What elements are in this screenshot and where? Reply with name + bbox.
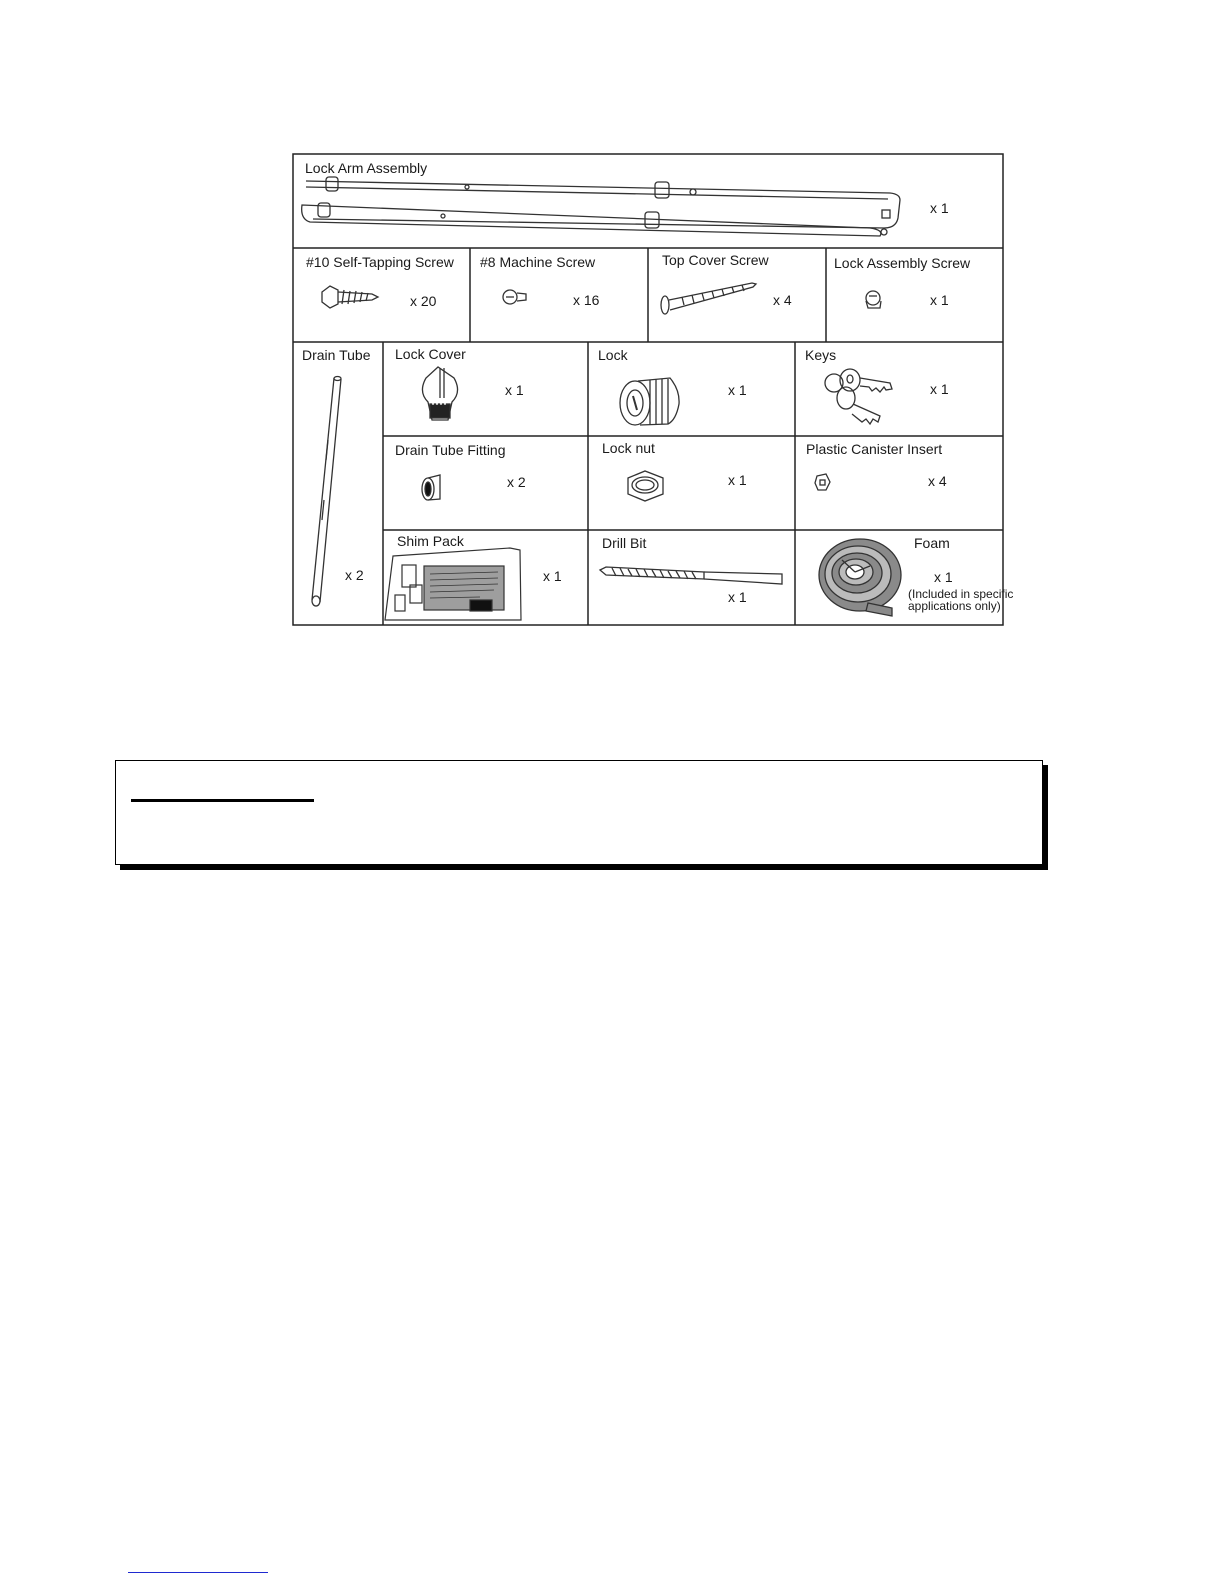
part-name-drain-tube: Drain Tube xyxy=(302,347,371,363)
part-qty-lock-assembly-screw: x 1 xyxy=(930,292,949,308)
part-qty-machine-screw: x 16 xyxy=(573,292,600,308)
lock-assembly-screw-illustration xyxy=(866,291,881,308)
lock-arm-assembly-illustration xyxy=(302,177,900,236)
lock-cylinder-illustration xyxy=(620,378,679,425)
drain-tube-fitting-illustration xyxy=(422,475,440,500)
part-name-lock: Lock xyxy=(598,347,628,363)
part-name-lock-cover: Lock Cover xyxy=(395,346,466,362)
machine-screw-illustration xyxy=(503,290,526,304)
foam-note-line-1: (Included in specific xyxy=(908,587,1014,601)
part-name-machine-screw: #8 Machine Screw xyxy=(480,254,596,270)
footer-link-underline xyxy=(128,1572,268,1573)
part-qty-drain-tube-fitting: x 2 xyxy=(507,474,526,490)
part-qty-keys: x 1 xyxy=(930,381,949,397)
note-heading-rule xyxy=(131,799,314,802)
part-name-shim-pack: Shim Pack xyxy=(397,533,464,549)
part-name-self-tapping-screw: #10 Self-Tapping Screw xyxy=(306,254,454,270)
part-qty-top-cover-screw: x 4 xyxy=(773,292,792,308)
drain-tube-illustration xyxy=(312,377,341,607)
foam-note-line-2: applications only) xyxy=(908,599,1001,613)
shim-pack-illustration xyxy=(385,548,521,620)
lock-nut-illustration xyxy=(628,471,663,501)
part-name-lock-assembly-screw: Lock Assembly Screw xyxy=(834,255,971,271)
part-name-lock-nut: Lock nut xyxy=(602,440,655,456)
part-name-foam: Foam xyxy=(914,535,950,551)
foam-roll-illustration xyxy=(819,539,901,616)
part-qty-lock-nut: x 1 xyxy=(728,472,747,488)
part-qty-drain-tube: x 2 xyxy=(345,567,364,583)
lock-cover-illustration xyxy=(422,367,457,420)
part-qty-lock: x 1 xyxy=(728,382,747,398)
part-qty-drill-bit: x 1 xyxy=(728,589,747,605)
part-qty-lock-arm-assembly: x 1 xyxy=(930,200,949,216)
keys-illustration xyxy=(825,369,892,424)
part-name-lock-arm-assembly: Lock Arm Assembly xyxy=(305,160,428,176)
part-name-keys: Keys xyxy=(805,347,837,363)
part-qty-shim-pack: x 1 xyxy=(543,568,562,584)
note-box xyxy=(115,760,1043,865)
part-name-top-cover-screw: Top Cover Screw xyxy=(662,252,769,268)
part-name-drill-bit: Drill Bit xyxy=(602,535,647,551)
parts-list-figure xyxy=(0,0,1225,660)
plastic-canister-insert-illustration xyxy=(815,474,830,490)
drill-bit-illustration xyxy=(600,567,782,584)
part-qty-plastic-canister-insert: x 4 xyxy=(928,473,947,489)
part-name-plastic-canister-insert: Plastic Canister Insert xyxy=(806,441,943,457)
self-tapping-screw-illustration xyxy=(322,286,378,308)
part-qty-foam: x 1 xyxy=(934,569,953,585)
part-qty-lock-cover: x 1 xyxy=(505,382,524,398)
part-name-drain-tube-fitting: Drain Tube Fitting xyxy=(395,442,506,458)
top-cover-screw-illustration xyxy=(661,283,756,314)
part-qty-self-tapping-screw: x 20 xyxy=(410,293,437,309)
